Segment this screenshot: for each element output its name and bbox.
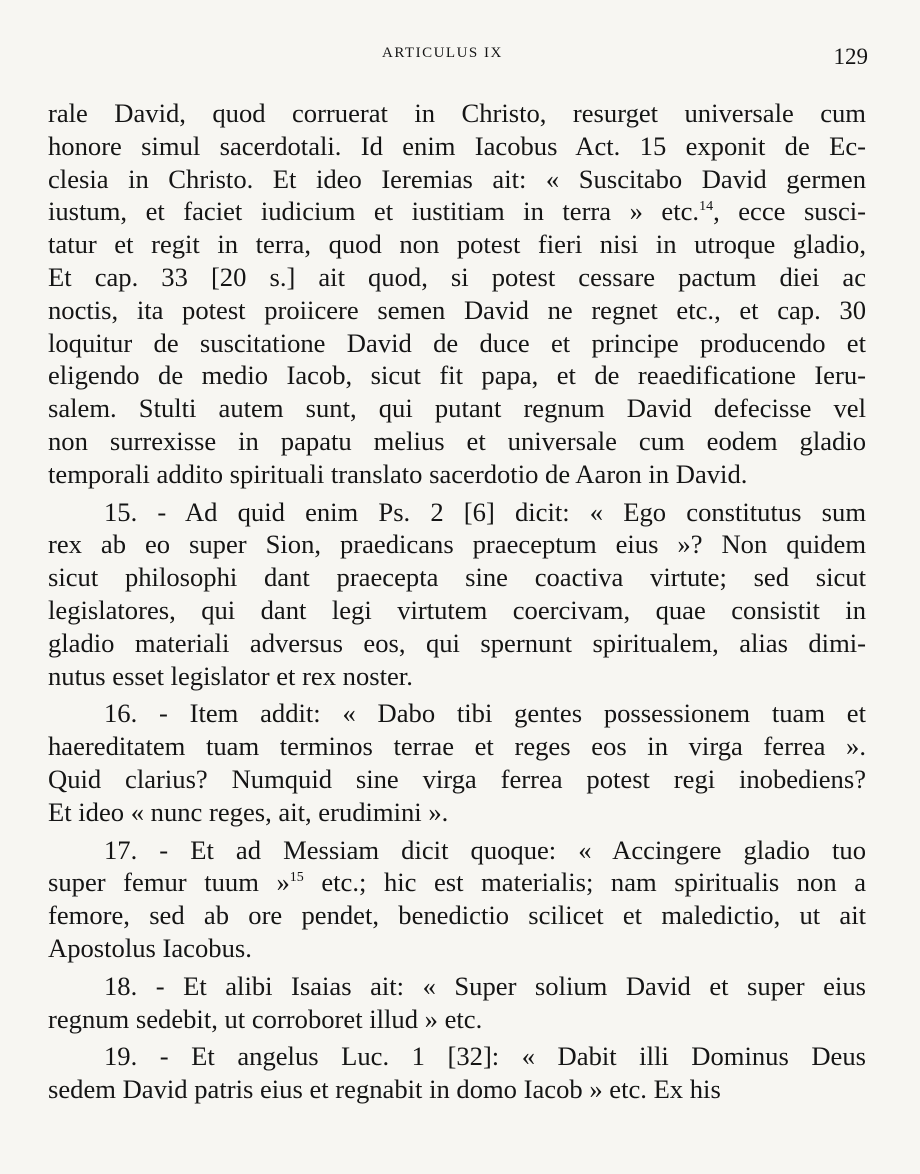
text-line: 19. - Et angelus Luc. 1 [32]: « Dabit illi Dominus Deus [104, 1041, 866, 1072]
text-line: rex ab eo super Sion, praedicans praeceptum eius »? Non quidem [48, 529, 866, 560]
text-line: haereditatem tuam terminos terrae et reges eos in virga ferrea ». [48, 731, 866, 762]
paragraph [48, 970, 866, 1036]
text-line: Et ideo « nunc reges, ait, erudimini ». [48, 796, 449, 827]
page-body [48, 97, 866, 1106]
text-line: loquitur de suscitatione David de duce et principe producendo et [48, 327, 866, 358]
text-line: non surrexisse in papatu melius et universale cum eodem gladio [48, 425, 866, 456]
text-line: 18. - Et alibi Isaias ait: « Super solium David et super eius [104, 970, 866, 1001]
footnote-ref: 14 [699, 199, 714, 215]
text-line: legislatores, qui dant legi virtutem coercivam, quae consistit in [48, 594, 866, 625]
text-line: tatur et regit in terra, quod non potest fieri nisi in utroque gladio, [48, 229, 866, 260]
line-text: , ecce susci- [713, 196, 866, 227]
text-line: sicut philosophi dant praecepta sine coactiva virtute; sed sicut [48, 562, 866, 593]
text-line: salem. Stulti autem sunt, qui putant regnum David defecisse vel [48, 393, 866, 424]
text-line: noctis, ita potest proiicere semen David ne regnet etc., et cap. 30 [48, 294, 866, 325]
page-number: 129 [833, 44, 868, 69]
text-line: 17. - Et ad Messiam dicit quoque: « Accingere gladio tuo [104, 834, 866, 865]
text-line: eligendo de medio Iacob, sicut fit papa, et de reaedificatione Ieru- [48, 360, 866, 391]
text-line: 16. - Item addit: « Dabo tibi gentes possessionem tuam et [104, 698, 866, 729]
text-line [48, 195, 866, 228]
running-head: ARTICULUS IX [382, 45, 503, 61]
text-line: femore, sed ab ore pendet, benedictio scilicet et maledictio, ut ait [48, 900, 866, 931]
line-text: etc.; hic est materialis; nam spiritualis non a [303, 867, 867, 898]
text-line: rale David, quod corruerat in Christo, resurget universale cum [48, 98, 866, 128]
text-line: gladio materiali adversus eos, qui spernunt spiritualem, alias dimi- [48, 627, 866, 658]
footnote-ref: 15 [289, 870, 304, 886]
text-line: clesia in Christo. Et ideo Ieremias ait: « Suscitabo David germen [48, 163, 866, 194]
line-text: super femur tuum » [48, 867, 290, 898]
text-line: honore simul sacerdotali. Id enim Iacobus Act. 15 exponit de Ec- [48, 130, 866, 161]
paragraph [48, 834, 866, 965]
text-line: Apostolus Iacobus. [48, 932, 252, 963]
text-line: sedem David patris eius et regnabit in domo Iacob » etc. Ex his [48, 1074, 721, 1105]
paragraph [48, 97, 866, 491]
paragraph [48, 1040, 866, 1106]
text-line: Quid clarius? Numquid sine virga ferrea potest regi inobediens? [48, 763, 866, 794]
text-line: regnum sedebit, ut corroboret illud » etc. [48, 1003, 483, 1034]
text-line: 15. - Ad quid enim Ps. 2 [6] dicit: « Ego constitutus sum [104, 496, 866, 527]
paragraph [48, 496, 866, 693]
paragraph [48, 697, 866, 828]
text-line: Et cap. 33 [20 s.] ait quod, si potest cessare pactum diei ac [48, 261, 866, 292]
text-line [48, 866, 866, 899]
text-line: nutus esset legislator et rex noster. [48, 660, 413, 691]
line-text: iustum, et faciet iudicium et iustitiam in terra » etc. [48, 196, 700, 227]
text-line: temporali addito spirituali translato sacerdotio de Aaron in David. [48, 458, 748, 489]
page-header [0, 40, 920, 80]
